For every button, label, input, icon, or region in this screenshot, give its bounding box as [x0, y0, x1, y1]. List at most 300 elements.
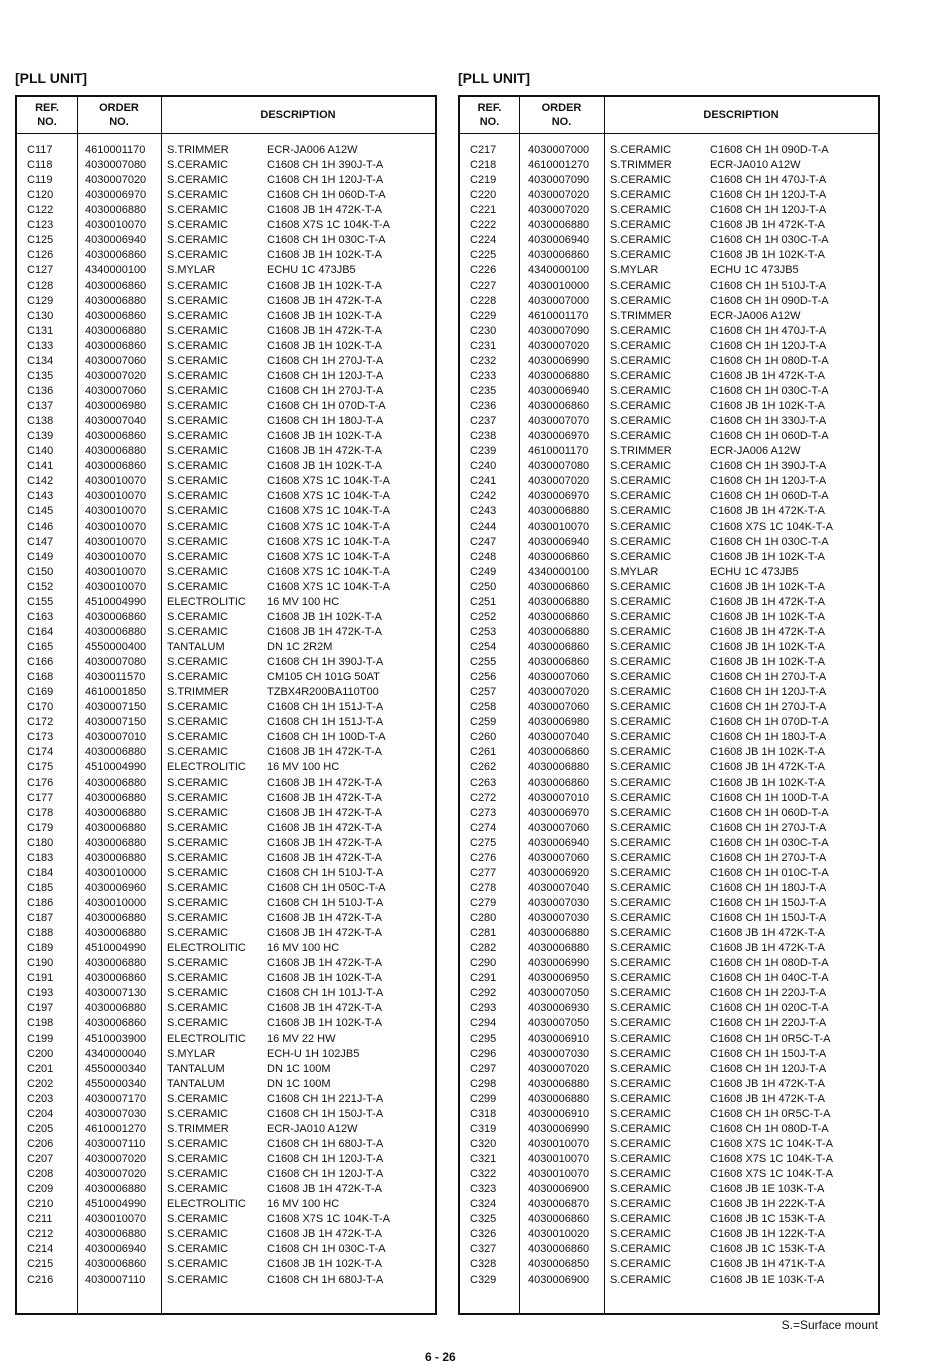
order-no-cell: 4030006880	[528, 1077, 590, 1090]
table-row	[17, 520, 435, 535]
order-no-cell: 4340000100	[528, 264, 590, 277]
type-cell: S.CERAMIC	[610, 460, 672, 473]
table-row	[460, 1092, 878, 1107]
table-row	[17, 1016, 435, 1031]
order-no-cell: 4030006960	[85, 881, 147, 894]
part-spec-cell: C1608 CH 1H 120J-T-A	[710, 204, 827, 217]
order-no-header: ORDER NO.	[99, 102, 139, 128]
table-row	[460, 354, 878, 369]
type-cell: S.CERAMIC	[167, 957, 229, 970]
ref-no-cell: C278	[470, 881, 497, 894]
type-cell: S.CERAMIC	[610, 1273, 672, 1286]
ref-no-cell: C325	[470, 1213, 497, 1226]
order-no-cell: 4030006880	[85, 821, 147, 834]
part-spec-cell: ECHU 1C 473JB5	[267, 264, 356, 277]
part-spec-cell: C1608 JB 1H 102K-T-A	[710, 580, 825, 593]
type-cell: S.CERAMIC	[167, 234, 229, 247]
order-no-cell: 4030007020	[85, 1168, 147, 1181]
part-spec-cell: C1608 CH 1H 040C-T-A	[710, 972, 829, 985]
type-cell: S.CERAMIC	[610, 640, 672, 653]
ref-no-cell: C218	[470, 159, 497, 172]
table-row	[460, 444, 878, 459]
ref-no-cell: C272	[470, 791, 497, 804]
order-no-cell: 4030010020	[528, 1228, 590, 1241]
ref-no-cell: C172	[27, 716, 54, 729]
table-row	[17, 670, 435, 685]
left-unit-title: [PLL UNIT]	[15, 70, 88, 86]
part-spec-cell: C1608 CH 1H 070D-T-A	[267, 400, 386, 413]
part-spec-cell: C1608 JB 1H 102K-T-A	[267, 1258, 382, 1271]
order-no-cell: 4030006880	[528, 1092, 590, 1105]
ref-no-cell: C127	[27, 264, 54, 277]
ref-no-cell: C199	[27, 1032, 54, 1045]
order-no-cell: 4030010070	[85, 490, 147, 503]
part-spec-cell: C1608 JB 1H 102K-T-A	[710, 656, 825, 669]
order-no-cell: 4030007030	[528, 897, 590, 909]
table-row	[460, 399, 878, 414]
part-spec-cell: DN 1C 100M	[267, 1062, 331, 1075]
type-cell: S.CERAMIC	[167, 159, 229, 172]
order-no-cell: 4030006860	[85, 279, 147, 292]
order-no-cell: 4030010070	[85, 475, 147, 488]
type-cell: S.CERAMIC	[610, 686, 672, 699]
ref-no-cell: C197	[27, 1002, 54, 1015]
type-cell: S.CERAMIC	[610, 1077, 672, 1090]
type-cell: S.CERAMIC	[167, 912, 229, 925]
table-row	[460, 986, 878, 1001]
type-cell: S.CERAMIC	[167, 445, 229, 458]
order-no-cell: 4030010070	[85, 219, 147, 232]
order-no-cell: 4030006860	[528, 610, 590, 623]
table-row	[17, 294, 435, 309]
order-no-cell: 4030006980	[528, 716, 590, 729]
table-row	[17, 625, 435, 640]
ref-no-cell: C186	[27, 897, 54, 909]
ref-no-cell: C203	[27, 1092, 54, 1105]
order-no-cell: 4610001170	[528, 445, 589, 458]
ref-no-cell: C276	[470, 851, 497, 864]
ref-no-cell: C123	[27, 219, 54, 232]
order-no-cell: 4030006860	[528, 656, 590, 669]
ref-no-cell: C150	[27, 565, 54, 578]
order-no-cell: 4030006910	[528, 1107, 590, 1120]
type-cell: S.CERAMIC	[167, 671, 229, 684]
table-row	[17, 248, 435, 263]
type-cell: S.CERAMIC	[610, 415, 672, 428]
order-no-cell: 4030006880	[85, 912, 147, 925]
order-no-cell: 4030006860	[85, 1258, 147, 1271]
ref-no-cell: C133	[27, 339, 54, 352]
ref-no-header: REF. NO.	[477, 102, 502, 128]
order-no-cell: 4030006970	[528, 490, 590, 503]
type-cell: S.CERAMIC	[167, 580, 229, 593]
type-cell: S.CERAMIC	[167, 1107, 229, 1120]
ref-no-cell: C227	[470, 279, 497, 292]
order-no-cell: 4030007130	[85, 987, 147, 1000]
table-row	[17, 414, 435, 429]
table-row	[17, 881, 435, 896]
ref-no-cell: C252	[470, 610, 497, 623]
type-cell: S.CERAMIC	[610, 897, 672, 909]
table-row	[460, 520, 878, 535]
ref-no-cell: C134	[27, 354, 54, 367]
type-cell: S.CERAMIC	[610, 144, 672, 156]
part-spec-cell: C1608 CH 1H 510J-T-A	[710, 279, 827, 292]
order-no-cell: 4030006880	[528, 761, 590, 774]
order-no-cell: 4030007030	[528, 912, 590, 925]
part-spec-cell: C1608 JB 1C 153K-T-A	[710, 1243, 825, 1256]
part-spec-cell: C1608 CH 1H 120J-T-A	[267, 1153, 384, 1166]
ref-no-cell: C193	[27, 987, 54, 1000]
type-cell: ELECTROLITIC	[167, 595, 246, 608]
order-no-cell: 4030007020	[528, 189, 590, 202]
order-no-cell: 4340000100	[85, 264, 147, 277]
table-row	[17, 730, 435, 745]
table-row	[17, 399, 435, 414]
ref-no-cell: C295	[470, 1032, 497, 1045]
table-header	[17, 97, 435, 134]
type-cell: S.CERAMIC	[167, 1243, 229, 1256]
ref-no-cell: C277	[470, 866, 497, 879]
type-cell: S.CERAMIC	[167, 309, 229, 322]
table-row	[460, 1242, 878, 1257]
type-cell: S.CERAMIC	[167, 610, 229, 623]
table-row	[17, 263, 435, 278]
type-cell: S.CERAMIC	[610, 595, 672, 608]
table-row	[17, 610, 435, 625]
order-no-cell: 4030007070	[528, 415, 590, 428]
table-row	[17, 218, 435, 233]
order-no-cell: 4550000340	[85, 1062, 147, 1075]
ref-no-cell: C164	[27, 625, 54, 638]
ref-no-cell: C328	[470, 1258, 497, 1271]
type-cell: S.CERAMIC	[610, 189, 672, 202]
ref-no-cell: C274	[470, 821, 497, 834]
table-row	[460, 369, 878, 384]
table-row	[17, 715, 435, 730]
part-spec-cell: C1608 CH 1H 180J-T-A	[267, 415, 384, 428]
table-row	[17, 595, 435, 610]
part-spec-cell: C1608 JB 1H 472K-T-A	[710, 369, 825, 382]
part-spec-cell: C1608 X7S 1C 104K-T-A	[267, 580, 390, 593]
ref-no-cell: C329	[470, 1273, 497, 1286]
table-row	[17, 1167, 435, 1182]
ref-no-cell: C247	[470, 535, 497, 548]
order-no-cell: 4030006870	[528, 1198, 590, 1211]
ref-no-cell: C155	[27, 595, 54, 608]
part-spec-cell: C1608 JB 1H 102K-T-A	[267, 972, 382, 985]
type-cell: S.CERAMIC	[610, 1017, 672, 1030]
type-cell: S.CERAMIC	[610, 1047, 672, 1060]
part-spec-cell: C1608 JB 1H 472K-T-A	[267, 1183, 382, 1196]
table-row	[460, 580, 878, 595]
order-no-cell: 4610001270	[85, 1122, 147, 1135]
order-no-cell: 4030007080	[528, 460, 590, 473]
order-no-cell: 4030007040	[528, 731, 590, 744]
type-cell: S.CERAMIC	[167, 897, 229, 909]
order-no-cell: 4030007090	[528, 174, 590, 187]
order-no-cell: 4030007020	[528, 1062, 590, 1075]
type-cell: S.CERAMIC	[610, 1243, 672, 1256]
part-spec-cell: C1608 JB 1H 102K-T-A	[710, 610, 825, 623]
part-spec-cell: TZBX4R200BA110T00	[267, 686, 379, 699]
ref-no-cell: C242	[470, 490, 497, 503]
ref-no-cell: C176	[27, 776, 54, 789]
type-cell: S.CERAMIC	[610, 219, 672, 232]
type-cell: S.CERAMIC	[167, 520, 229, 533]
type-cell: S.CERAMIC	[167, 490, 229, 503]
order-no-cell: 4030006900	[528, 1183, 590, 1196]
ref-no-cell: C327	[470, 1243, 497, 1256]
order-no-cell: 4030006880	[85, 1183, 147, 1196]
order-no-cell: 4030006880	[85, 294, 147, 307]
table-row	[17, 1273, 435, 1288]
part-spec-cell: C1608 JB 1H 102K-T-A	[710, 400, 825, 413]
order-no-cell: 4030006940	[528, 234, 590, 247]
table-row	[460, 1152, 878, 1167]
table-row	[17, 1001, 435, 1016]
order-no-cell: 4030007040	[528, 881, 590, 894]
order-no-cell: 4030010070	[528, 1153, 590, 1166]
part-spec-cell: C1608 X7S 1C 104K-T-A	[267, 490, 390, 503]
type-cell: S.CERAMIC	[167, 716, 229, 729]
table-row	[17, 1047, 435, 1062]
table-row	[17, 971, 435, 986]
order-no-cell: 4030006970	[85, 189, 147, 202]
ref-no-cell: C202	[27, 1077, 54, 1090]
order-no-cell: 4030011570	[85, 671, 146, 684]
type-cell: S.CERAMIC	[610, 716, 672, 729]
page-number: 6 - 26	[425, 1350, 456, 1364]
order-no-cell: 4030006940	[85, 1243, 147, 1256]
ref-no-cell: C236	[470, 400, 497, 413]
part-spec-cell: C1608 JB 1H 472K-T-A	[267, 1002, 382, 1015]
ref-no-cell: C136	[27, 384, 54, 397]
order-no-cell: 4030010000	[85, 897, 147, 909]
type-cell: S.CERAMIC	[167, 354, 229, 367]
ref-no-cell: C180	[27, 836, 54, 849]
part-spec-cell: C1608 JB 1H 122K-T-A	[710, 1228, 825, 1241]
part-spec-cell: C1608 CH 1H 060D-T-A	[267, 189, 386, 202]
part-spec-cell: C1608 JB 1H 222K-T-A	[710, 1198, 825, 1211]
type-cell: S.CERAMIC	[610, 1062, 672, 1075]
order-no-cell: 4030006860	[528, 776, 590, 789]
order-no-cell: 4030010070	[85, 565, 147, 578]
ref-no-cell: C221	[470, 204, 497, 217]
ref-no-cell: C297	[470, 1062, 497, 1075]
type-cell: S.CERAMIC	[610, 369, 672, 382]
part-spec-cell: C1608 JB 1H 472K-T-A	[710, 1077, 825, 1090]
type-cell: S.CERAMIC	[610, 972, 672, 985]
type-cell: S.CERAMIC	[167, 174, 229, 187]
part-spec-cell: DN 1C 100M	[267, 1077, 331, 1090]
table-row	[460, 806, 878, 821]
table-row	[17, 851, 435, 866]
order-no-cell: 4030006920	[528, 866, 590, 879]
order-no-cell: 4030010070	[85, 580, 147, 593]
table-row	[17, 836, 435, 851]
type-cell: S.CERAMIC	[167, 279, 229, 292]
ref-no-cell: C169	[27, 686, 54, 699]
part-spec-cell: C1608 JB 1H 472K-T-A	[267, 746, 382, 759]
order-no-cell: 4030006860	[528, 580, 590, 593]
table-row	[460, 745, 878, 760]
part-spec-cell: ECR-JA010 A12W	[710, 159, 801, 172]
part-spec-cell: C1608 CH 1H 390J-T-A	[710, 460, 827, 473]
ref-no-cell: C279	[470, 897, 497, 909]
order-no-cell: 4030007060	[528, 671, 590, 684]
type-cell: S.TRIMMER	[167, 1122, 229, 1135]
part-spec-cell: C1608 CH 1H 221J-T-A	[267, 1092, 384, 1105]
order-no-cell: 4030006880	[85, 625, 147, 638]
part-spec-cell: CM105 CH 101G 50AT	[267, 671, 380, 684]
ref-no-cell: C321	[470, 1153, 497, 1166]
ref-no-cell: C291	[470, 972, 497, 985]
order-no-cell: 4030006940	[85, 234, 147, 247]
type-cell: S.CERAMIC	[610, 881, 672, 894]
table-row	[460, 474, 878, 489]
table-row	[17, 429, 435, 444]
table-row	[17, 173, 435, 188]
ref-no-cell: C250	[470, 580, 497, 593]
part-spec-cell: C1608 JB 1H 472K-T-A	[710, 927, 825, 940]
ref-no-cell: C209	[27, 1183, 54, 1196]
part-spec-cell: ECR-JA006 A12W	[267, 144, 358, 156]
table-row	[460, 233, 878, 248]
order-no-cell: 4030007150	[85, 701, 147, 714]
table-row	[17, 369, 435, 384]
type-cell: S.CERAMIC	[610, 249, 672, 262]
ref-no-cell: C296	[470, 1047, 497, 1060]
table-header	[460, 97, 878, 134]
table-row	[17, 324, 435, 339]
type-cell: S.CERAMIC	[167, 430, 229, 443]
ref-no-cell: C320	[470, 1137, 497, 1150]
ref-no-cell: C248	[470, 550, 497, 563]
ref-no-cell: C212	[27, 1228, 54, 1241]
table-row	[17, 339, 435, 354]
table-row	[17, 956, 435, 971]
part-spec-cell: C1608 CH 1H 090D-T-A	[710, 294, 829, 307]
type-cell: S.CERAMIC	[610, 400, 672, 413]
part-spec-cell: C1608 JB 1H 102K-T-A	[267, 309, 382, 322]
part-spec-cell: 16 MV 100 HC	[267, 942, 340, 955]
ref-no-cell: C217	[470, 144, 497, 156]
type-cell: S.CERAMIC	[167, 1228, 229, 1241]
order-no-cell: 4030007060	[528, 701, 590, 714]
type-cell: S.CERAMIC	[610, 671, 672, 684]
ref-no-cell: C235	[470, 384, 497, 397]
type-cell: S.CERAMIC	[167, 806, 229, 819]
table-row	[460, 1077, 878, 1092]
type-cell: S.CERAMIC	[167, 851, 229, 864]
table-row	[460, 715, 878, 730]
ref-no-cell: C143	[27, 490, 54, 503]
ref-no-cell: C273	[470, 806, 497, 819]
surface-mount-note: S.=Surface mount	[781, 1318, 878, 1332]
table-row	[460, 655, 878, 670]
part-spec-cell: C1608 X7S 1C 104K-T-A	[267, 505, 390, 518]
table-row	[460, 384, 878, 399]
right-unit-title: [PLL UNIT]	[458, 70, 531, 86]
part-spec-cell: C1608 CH 1H 030C-T-A	[710, 384, 829, 397]
order-no-cell: 4030006880	[85, 806, 147, 819]
order-no-cell: 4030010070	[528, 520, 590, 533]
order-no-cell: 4030006980	[85, 400, 147, 413]
order-no-cell: 4030007040	[85, 415, 147, 428]
part-spec-cell: 16 MV 100 HC	[267, 1198, 340, 1211]
ref-no-cell: C174	[27, 746, 54, 759]
type-cell: S.CERAMIC	[610, 1122, 672, 1135]
ref-no-cell: C125	[27, 234, 54, 247]
table-row	[17, 745, 435, 760]
table-row	[17, 279, 435, 294]
part-spec-cell: ECHU 1C 473JB5	[710, 565, 799, 578]
ref-no-cell: C165	[27, 640, 54, 653]
order-no-cell: 4030006880	[528, 942, 590, 955]
part-spec-cell: C1608 CH 1H 470J-T-A	[710, 174, 827, 187]
table-row	[460, 1062, 878, 1077]
part-spec-cell: C1608 JB 1H 472K-T-A	[267, 806, 382, 819]
type-cell: S.CERAMIC	[167, 565, 229, 578]
table-row	[17, 1092, 435, 1107]
table-row	[460, 565, 878, 580]
ref-no-cell: C163	[27, 610, 54, 623]
part-spec-cell: C1608 JB 1H 102K-T-A	[267, 1017, 382, 1030]
table-row	[460, 263, 878, 278]
table-row	[17, 1197, 435, 1212]
part-spec-cell: C1608 CH 1H 060D-T-A	[710, 490, 829, 503]
part-spec-cell: C1608 JB 1H 472K-T-A	[267, 324, 382, 337]
table-row	[17, 806, 435, 821]
table-row	[17, 203, 435, 218]
ref-no-cell: C319	[470, 1122, 497, 1135]
table-row	[460, 550, 878, 565]
order-no-cell: 4030006880	[85, 851, 147, 864]
ref-no-cell: C326	[470, 1228, 497, 1241]
order-no-cell: 4030006880	[85, 776, 147, 789]
ref-no-cell: C129	[27, 294, 54, 307]
table-row	[460, 339, 878, 354]
type-cell: S.CERAMIC	[167, 1273, 229, 1286]
part-spec-cell: C1608 CH 1H 120J-T-A	[710, 686, 827, 699]
order-no-cell: 4030006880	[528, 625, 590, 638]
part-spec-cell: C1608 CH 1H 270J-T-A	[267, 354, 384, 367]
part-spec-cell: DN 1C 2R2M	[267, 640, 333, 653]
table-row	[17, 309, 435, 324]
type-cell: S.CERAMIC	[610, 520, 672, 533]
type-cell: S.CERAMIC	[610, 354, 672, 367]
table-row	[17, 1212, 435, 1227]
ref-no-cell: C280	[470, 912, 497, 925]
order-no-cell: 4030006990	[528, 1122, 590, 1135]
ref-no-cell: C257	[470, 686, 497, 699]
part-spec-cell: C1608 CH 1H 150J-T-A	[710, 897, 827, 909]
part-spec-cell: C1608 CH 1H 150J-T-A	[710, 1047, 827, 1060]
ref-no-cell: C256	[470, 671, 497, 684]
table-row	[17, 1062, 435, 1077]
table-row	[460, 956, 878, 971]
ref-no-cell: C185	[27, 881, 54, 894]
part-spec-cell: C1608 JB 1H 472K-T-A	[710, 595, 825, 608]
type-cell: S.CERAMIC	[167, 505, 229, 518]
type-cell: S.TRIMMER	[167, 686, 229, 699]
ref-no-cell: C318	[470, 1107, 497, 1120]
type-cell: S.CERAMIC	[167, 1002, 229, 1015]
table-row	[17, 791, 435, 806]
order-no-cell: 4510004990	[85, 761, 147, 774]
order-no-cell: 4030007170	[85, 1092, 147, 1105]
